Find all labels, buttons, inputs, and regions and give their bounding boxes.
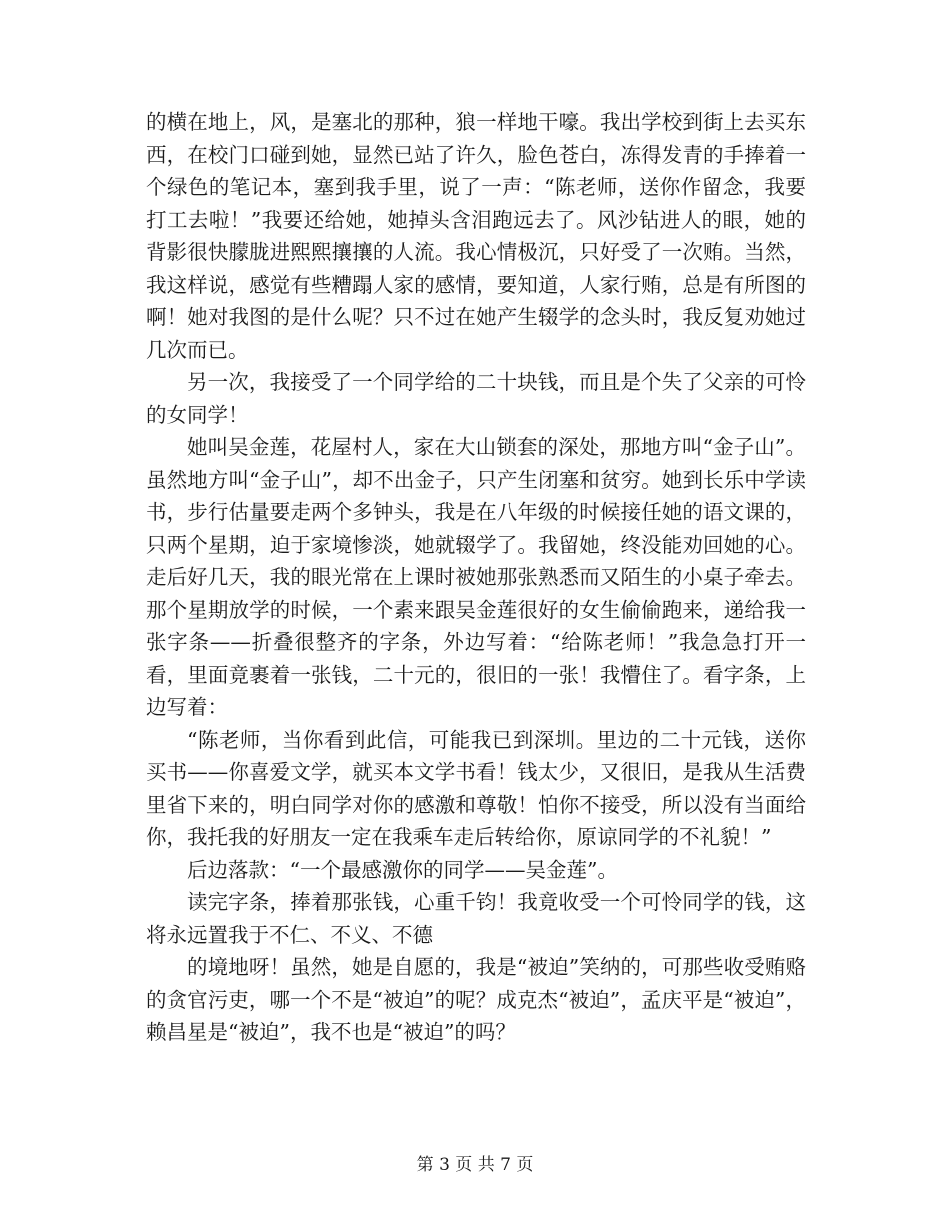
paragraph-6: 读完字条，捧着那张钱，心重千钧！我竟收受一个可怜同学的钱，这将永远置我于不仁、不义、不德 [146,890,806,947]
paragraph-1: 的横在地上，风，是塞北的那种，狼一样地干嚎。我出学校到街上去买东西，在校门口碰到她，显然已站了许久，脸色苍白，冻得发青的手捧着一个绿色的笔记本，塞到我手里，说了一声：“陈老师，送你作留念，我要打工去啦！”我要还给她，她掉头含泪跑远去了。风沙钻进人的眼，她的背影很快朦胧进熙熙攘攘的人流。我心情极沉，只好受了一次贿。当然，我这样说，感觉有些糟蹋人家的感情，要知道，人家行贿，总是有所图的啊！她对我图的是什么呢？只不过在她产生辍学的念头时，我反复劝她过几次而已。 [146,110,806,362]
paragraph-2: 另一次，我接受了一个同学给的二十块钱，而且是个失了父亲的可怜的女同学！ [146,370,806,427]
page-footer [0,1150,950,1175]
body-text [146,106,806,1049]
paragraph-7: 的境地呀！虽然，她是自愿的，我是“被迫”笑纳的，可那些收受贿赂的贪官污吏，哪一个不是“被迫”的呢？成克杰“被迫”，孟庆平是“被迫”，赖昌星是“被迫”，我不也是“被迫”的吗？ [146,955,806,1044]
page-number: 第 3 页 共 7 页 [416,1155,534,1175]
paragraph-5-signature: 后边落款：“一个最感激你的同学——吴金莲”。 [187,857,618,882]
paragraph-4-letter: “陈老师，当你看到此信，可能我已到深圳。里边的二十元钱，送你买书——你喜爱文学，就买本文学书看！钱太少，又很旧，是我从生活费里省下来的，明白同学对你的感激和尊敬！怕你不接受，所以没有当面给你，我托我的好朋友一定在我乘车走后转给你，原谅同学的不礼貌！” [146,727,806,849]
paragraph-3: 她叫吴金莲，花屋村人，家在大山锁套的深处，那地方叫“金子山”。虽然地方叫“金子山”，却不出金子，只产生闭塞和贫穷。她到长乐中学读书，步行估量要走两个多钟头，我是在八年级的时候接任她的语文课的，只两个星期，迫于家境惨淡，她就辍学了。我留她，终没能劝回她的心。走后好几天，我的眼光常在上课时被她那张熟悉而又陌生的小桌子牵去。那个星期放学的时候，一个素来跟吴金莲很好的女生偷偷跑来，递给我一张字条——折叠很整齐的字条，外边写着：“给陈老师！”我急急打开一看，里面竟裹着一张钱，二十元的，很旧的一张！我懵住了。看字条，上边写着： [146,435,806,719]
